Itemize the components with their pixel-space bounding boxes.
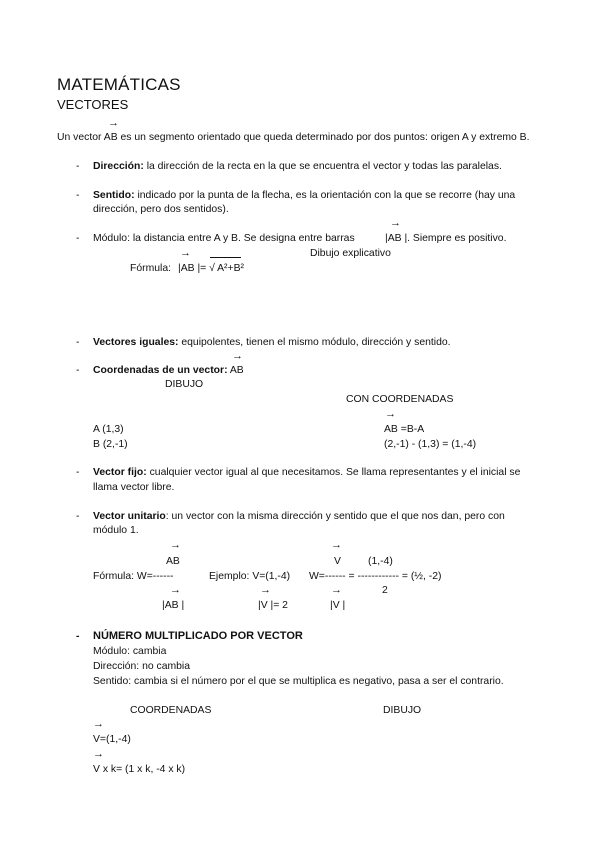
coordenadas-ab: AB	[227, 365, 244, 376]
unitario-v-values: (1,-4)	[368, 556, 393, 567]
vector-arrow: →	[170, 584, 181, 596]
unitario-label: Vector unitario	[93, 511, 166, 522]
unitario-w-line: W=------ = ------------ = (½, -2)	[309, 571, 442, 582]
con-coordenadas: CON COORDENADAS	[346, 394, 454, 405]
bullet: -	[76, 161, 80, 172]
modulo-ab: |AB |. Siempre es positivo.	[385, 233, 507, 244]
unitario-v-bottom-2: |V |	[330, 600, 346, 611]
direccion-item	[93, 160, 502, 173]
unitario-item	[93, 510, 505, 523]
fijo-label: Vector fijo:	[93, 467, 147, 478]
unitario-two: 2	[382, 585, 388, 596]
coordenadas-item	[93, 364, 244, 377]
direccion-text: la dirección de la recta en la que se encuentra el vector y todas las paralelas.	[143, 161, 502, 172]
vector-arrow: →	[331, 539, 342, 551]
unitario-ab-top: AB	[166, 556, 180, 567]
sentido-text: indicado por la punta de la flecha, es la orientación con la que se recorre (hay una	[134, 190, 516, 201]
multiplicado-coordenadas: COORDENADAS	[130, 705, 212, 716]
multiplicado-sentido: Sentido: cambia si el número por el que se multiplica es negativo, pasa a ser el contrario.	[93, 676, 504, 687]
unitario-formula: Fórmula: W=------	[93, 571, 174, 582]
dibujo-explicativo: Dibujo explicativo	[310, 248, 391, 259]
bullet: -	[76, 511, 80, 522]
unitario-v-top: V	[334, 556, 341, 567]
vector-arrow: →	[170, 539, 181, 551]
vector-arrow: →	[93, 748, 104, 760]
multiplicado-v: V=(1,-4)	[93, 734, 131, 745]
iguales-text: equipolentes, tienen el mismo módulo, dirección y sentido.	[178, 337, 451, 348]
vector-arrow: →	[108, 117, 119, 129]
point-a: A (1,3)	[93, 424, 124, 435]
modulo-formula: |AB |= √ A²+B²	[178, 263, 244, 274]
vector-arrow: →	[385, 408, 396, 420]
bullet: -	[76, 190, 80, 201]
point-b: B (2,-1)	[93, 439, 128, 450]
fijo-item	[93, 466, 520, 479]
multiplicado-direccion: Dirección: no cambia	[93, 661, 191, 672]
coord-eq-2: (2,-1) - (1,3) = (1,-4)	[384, 439, 477, 450]
intro-text: Un vector AB es un segmento orientado que queda determinado por dos puntos: origen A y extremo B.	[57, 132, 530, 143]
vector-arrow: →	[93, 718, 104, 730]
unitario-ejemplo: Ejemplo: V=(1,-4)	[209, 571, 291, 582]
unitario-text-2: módulo 1.	[93, 525, 139, 536]
direccion-label: Dirección:	[93, 161, 144, 172]
fijo-text: cualquier vector igual al que necesitamos. Se llama representantes y el inicial se	[146, 467, 521, 478]
iguales-item	[93, 336, 451, 349]
sentido-label: Sentido:	[93, 190, 135, 201]
multiplicado-label: NÚMERO MULTIPLICADO POR VECTOR	[93, 630, 303, 642]
bullet: -	[76, 233, 80, 244]
sentido-text-2: dirección, pero dos sentidos).	[93, 204, 229, 215]
multiplicado-modulo: Módulo: cambia	[93, 646, 167, 657]
page-title: MATEMÁTICAS	[57, 75, 181, 94]
bullet: -	[76, 631, 80, 642]
coordenadas-label: Coordenadas de un vector:	[93, 365, 228, 376]
unitario-v-bottom: |V |= 2	[258, 600, 288, 611]
bullet: -	[76, 365, 80, 376]
coordenadas-dibujo: DIBUJO	[165, 379, 204, 390]
vector-arrow: →	[390, 217, 401, 229]
formula-label: Fórmula:	[130, 263, 171, 274]
vector-arrow: →	[331, 584, 342, 596]
page-subtitle: VECTORES	[57, 97, 129, 112]
multiplicado-vk: V x k= (1 x k, -4 x k)	[93, 764, 186, 775]
fijo-text-2: llama vector libre.	[93, 482, 175, 493]
unitario-text: : un vector con la misma dirección y sentido que el que nos dan, pero con	[165, 511, 505, 522]
sqrt-overline	[210, 257, 241, 258]
sentido-item	[93, 189, 515, 202]
bullet: -	[76, 337, 80, 348]
multiplicado-dibujo: DIBUJO	[383, 705, 422, 716]
bullet: -	[76, 467, 80, 478]
vector-arrow: →	[232, 350, 243, 362]
vector-arrow: →	[260, 584, 271, 596]
vector-arrow: →	[180, 247, 191, 259]
iguales-label: Vectores iguales:	[93, 337, 179, 348]
modulo-text: Módulo: la distancia entre A y B. Se designa entre barras	[93, 233, 355, 244]
coord-eq-1: AB =B-A	[384, 424, 425, 435]
unitario-ab-bottom: |AB |	[162, 600, 185, 611]
